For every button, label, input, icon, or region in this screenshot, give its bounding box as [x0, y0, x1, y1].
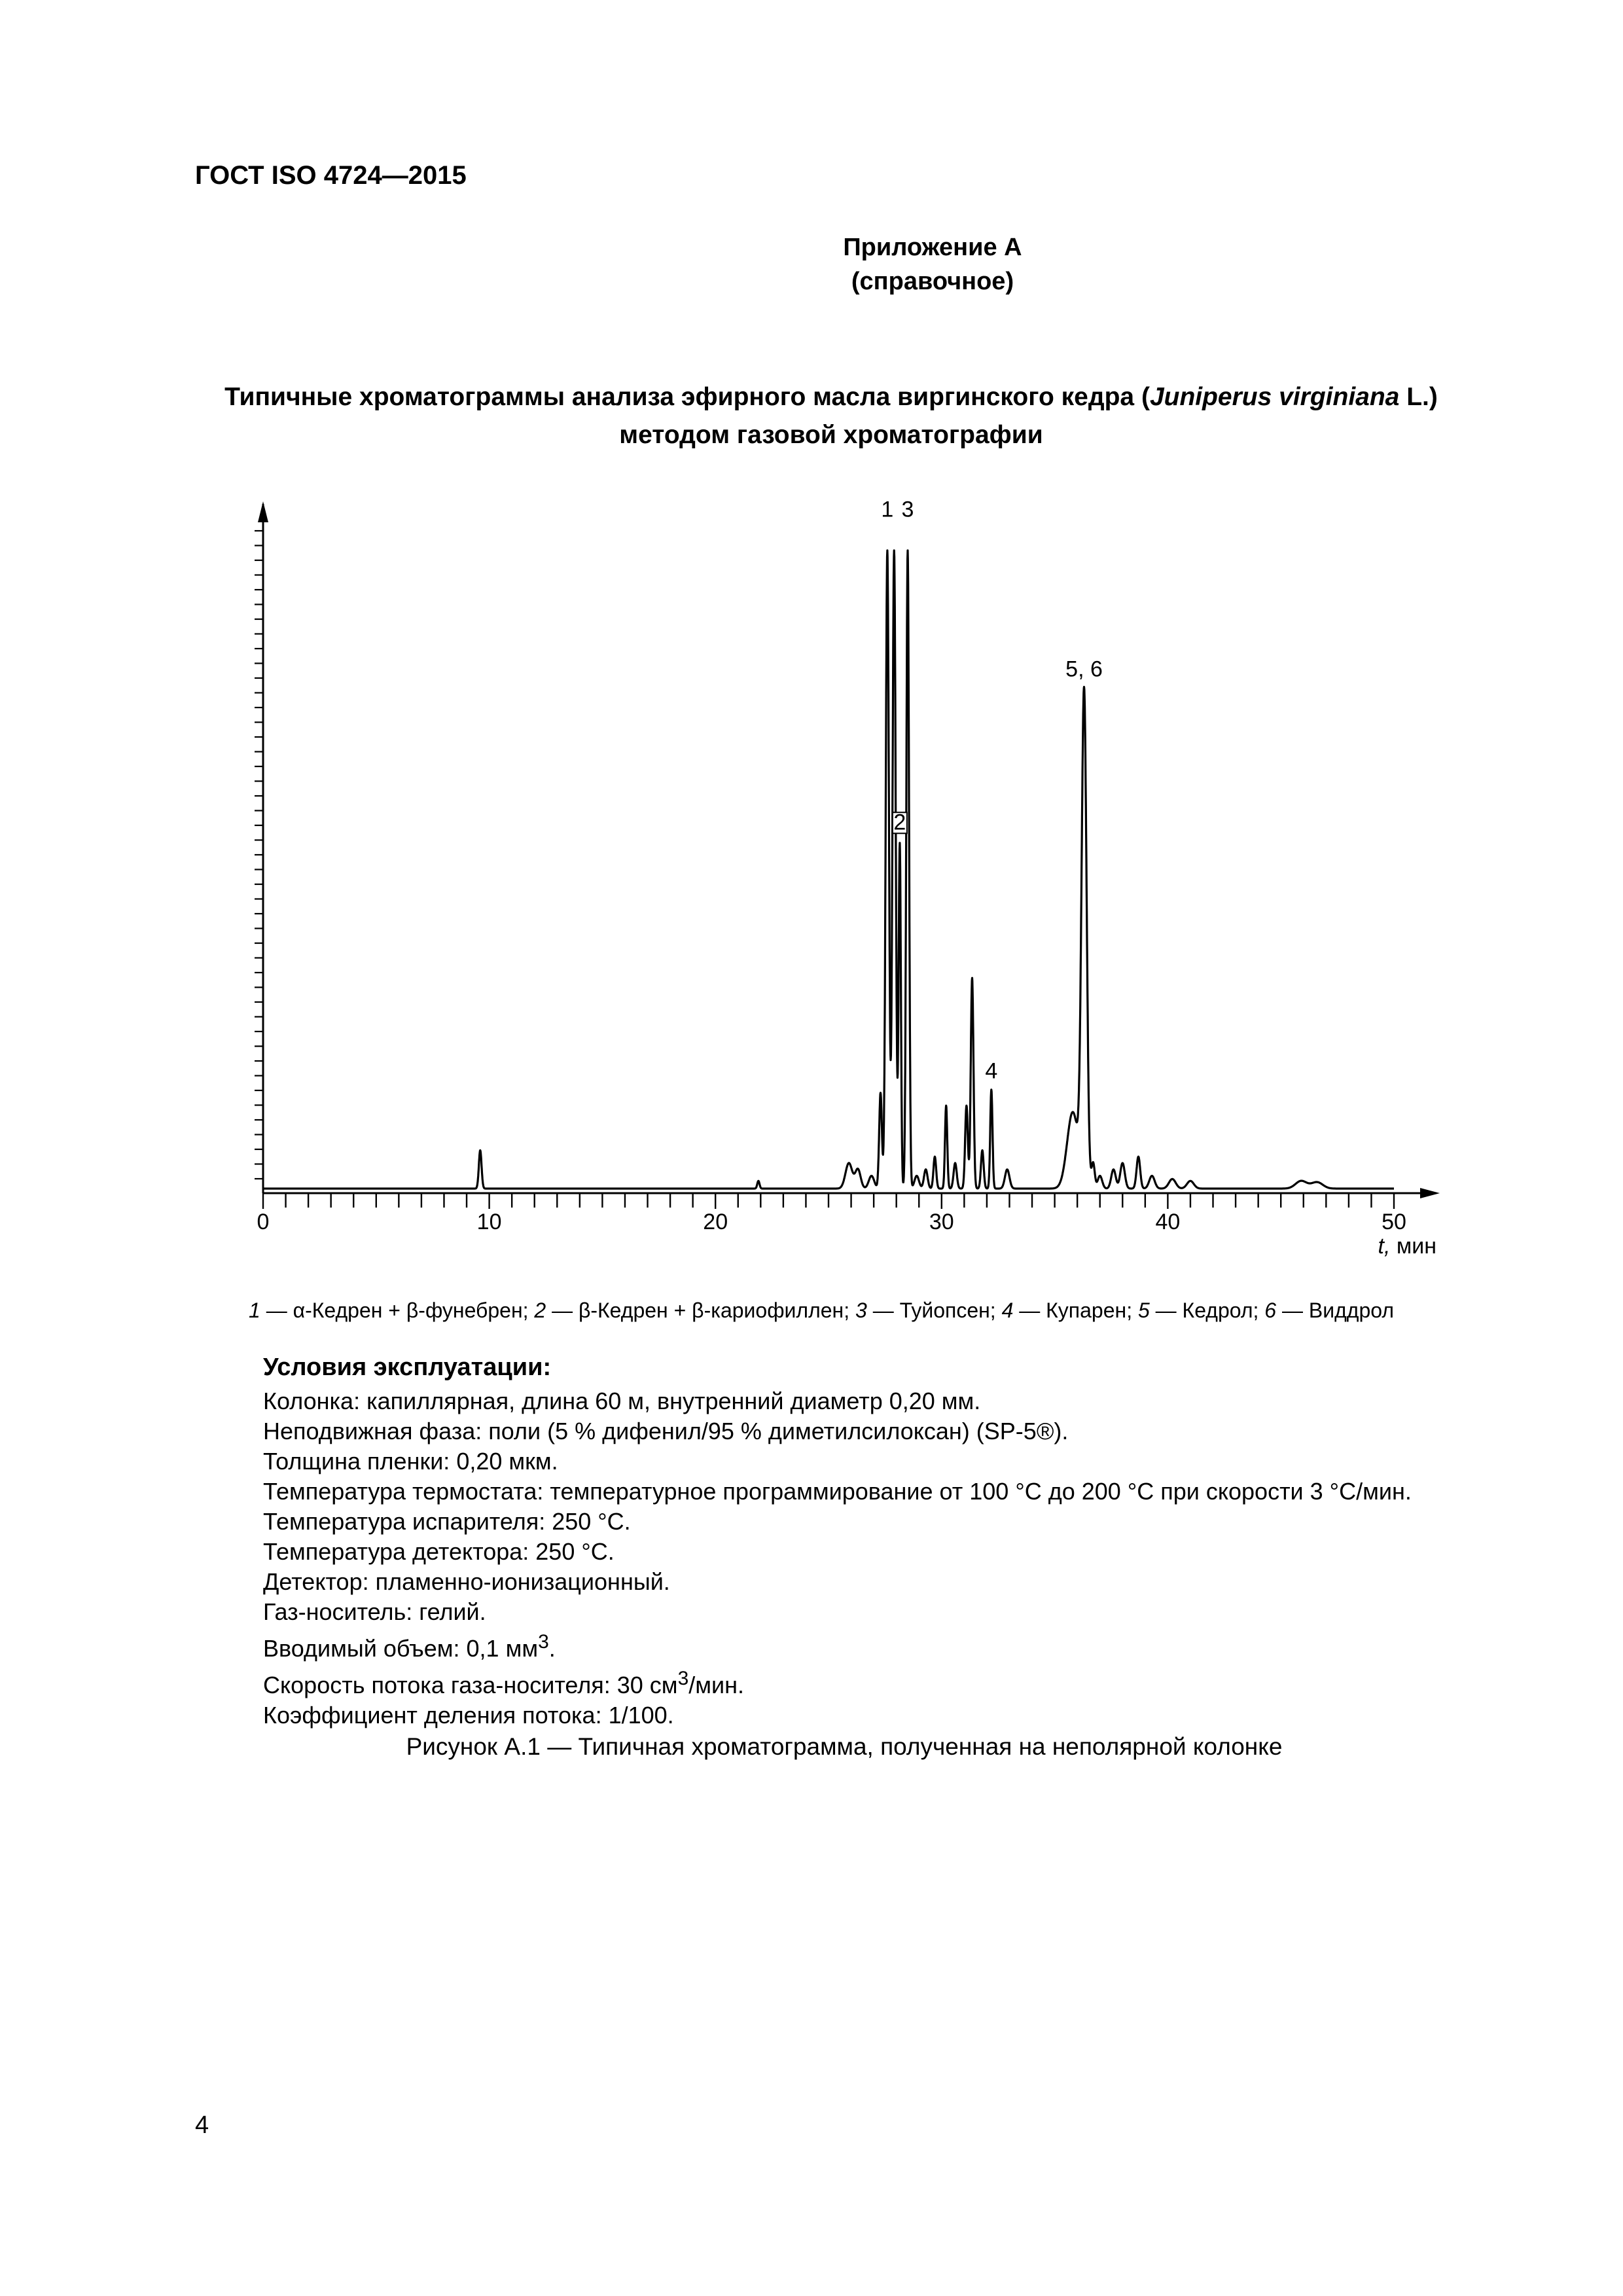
- figure-title: [164, 378, 1499, 454]
- chart-labels: [257, 497, 1436, 1259]
- legend-number: 3: [855, 1299, 867, 1322]
- legend-number: 2: [534, 1299, 546, 1322]
- x-tick-label: 0: [257, 1210, 270, 1234]
- legend-item: — Купарен;: [1013, 1299, 1138, 1322]
- peak-label: 3: [901, 497, 914, 522]
- condition-film-thickness: Толщина пленки: 0,20 мкм.: [263, 1448, 558, 1475]
- peak-label: 4: [985, 1058, 998, 1084]
- peak-legend: [249, 1299, 1492, 1323]
- legend-item: — Виддрол: [1276, 1299, 1394, 1322]
- condition-stationary-phase: Неподвижная фаза: поли (5 % дифенил/95 % диметилсилоксан) (SP-5®).: [263, 1418, 1069, 1444]
- flow-unit: /мин.: [688, 1672, 744, 1698]
- legend-number: 4: [1001, 1299, 1014, 1322]
- x-tick-label: 20: [703, 1210, 728, 1234]
- x-axis-arrow: [1420, 1188, 1440, 1198]
- annex-status: (справочное): [851, 268, 1014, 295]
- document-code: ГОСТ ISO 4724—2015: [195, 161, 467, 190]
- legend-item: — Кедрол;: [1149, 1299, 1265, 1322]
- peak-label: 1: [881, 497, 894, 522]
- legend-item: — α-Кедрен + β-фунебрен;: [260, 1299, 535, 1322]
- condition-detector: Детектор: пламенно-ионизационный.: [263, 1568, 670, 1595]
- x-axis-unit: [1378, 1234, 1437, 1259]
- volume-text: Вводимый объем: 0,1 мм: [263, 1635, 539, 1662]
- condition-carrier-gas: Газ-носитель: гелий.: [263, 1598, 486, 1625]
- chromatogram-chart: [0, 484, 1623, 1296]
- chromatogram-trace: [263, 550, 1394, 1189]
- condition-detector-temperature: Температура детектора: 250 °С.: [263, 1538, 615, 1565]
- x-tick-label: 50: [1382, 1210, 1406, 1234]
- title-text-pre: Типичные хроматограммы анализа эфирного масла виргинского кедра (: [224, 383, 1150, 411]
- legend-number: 5: [1137, 1299, 1150, 1322]
- figure-title-line1: [164, 378, 1499, 416]
- condition-injector-temperature: Температура испарителя: 250 °С.: [263, 1508, 631, 1535]
- x-tick-label: 30: [929, 1210, 954, 1234]
- page-number: 4: [195, 2111, 209, 2139]
- condition-flow-rate: [263, 1664, 1412, 1700]
- flow-text: Скорость потока газа-носителя: 30 см: [263, 1672, 678, 1698]
- x-tick-label: 40: [1155, 1210, 1181, 1234]
- chart-axes: [258, 501, 1440, 1198]
- peak-label: 2: [893, 810, 906, 835]
- condition-injection-volume: [263, 1627, 1412, 1664]
- condition-column: Колонка: капиллярная, длина 60 м, внутренний диаметр 0,20 мм.: [263, 1388, 981, 1414]
- annex-title: Приложение А: [843, 234, 1022, 261]
- legend-item: — Туйопсен;: [866, 1299, 1002, 1322]
- volume-period: .: [548, 1635, 556, 1662]
- x-axis-unit-symbol: t,: [1378, 1234, 1397, 1259]
- conditions-list: [263, 1386, 1412, 1731]
- annex-heading: [0, 230, 1623, 298]
- conditions-heading: Условия эксплуатации:: [263, 1354, 552, 1381]
- x-axis-unit-text: мин: [1396, 1234, 1436, 1259]
- legend-number: 1: [249, 1299, 260, 1322]
- title-text-post: L.): [1399, 383, 1438, 411]
- chart-ticks: [255, 531, 1394, 1209]
- volume-exponent: 3: [538, 1631, 549, 1653]
- legend-item: — β-Кедрен + β-кариофиллен;: [546, 1299, 855, 1322]
- flow-exponent: 3: [677, 1668, 689, 1689]
- x-tick-label: 10: [476, 1210, 502, 1234]
- condition-split-ratio: Коэффициент деления потока: 1/100.: [263, 1702, 674, 1729]
- figure-caption: Рисунок А.1 — Типичная хроматограмма, полученная на неполярной колонке: [406, 1733, 1283, 1760]
- figure-title-line2: методом газовой хроматографии: [619, 421, 1043, 449]
- title-species-latin: Juniperus virginiana: [1149, 383, 1400, 411]
- y-axis-arrow: [258, 501, 268, 522]
- legend-number: 6: [1264, 1299, 1277, 1322]
- condition-oven-temperature: Температура термостата: температурное программирование от 100 °С до 200 °С при скорости 3 °С/мин.: [263, 1478, 1412, 1505]
- peak-label: 5, 6: [1065, 656, 1103, 682]
